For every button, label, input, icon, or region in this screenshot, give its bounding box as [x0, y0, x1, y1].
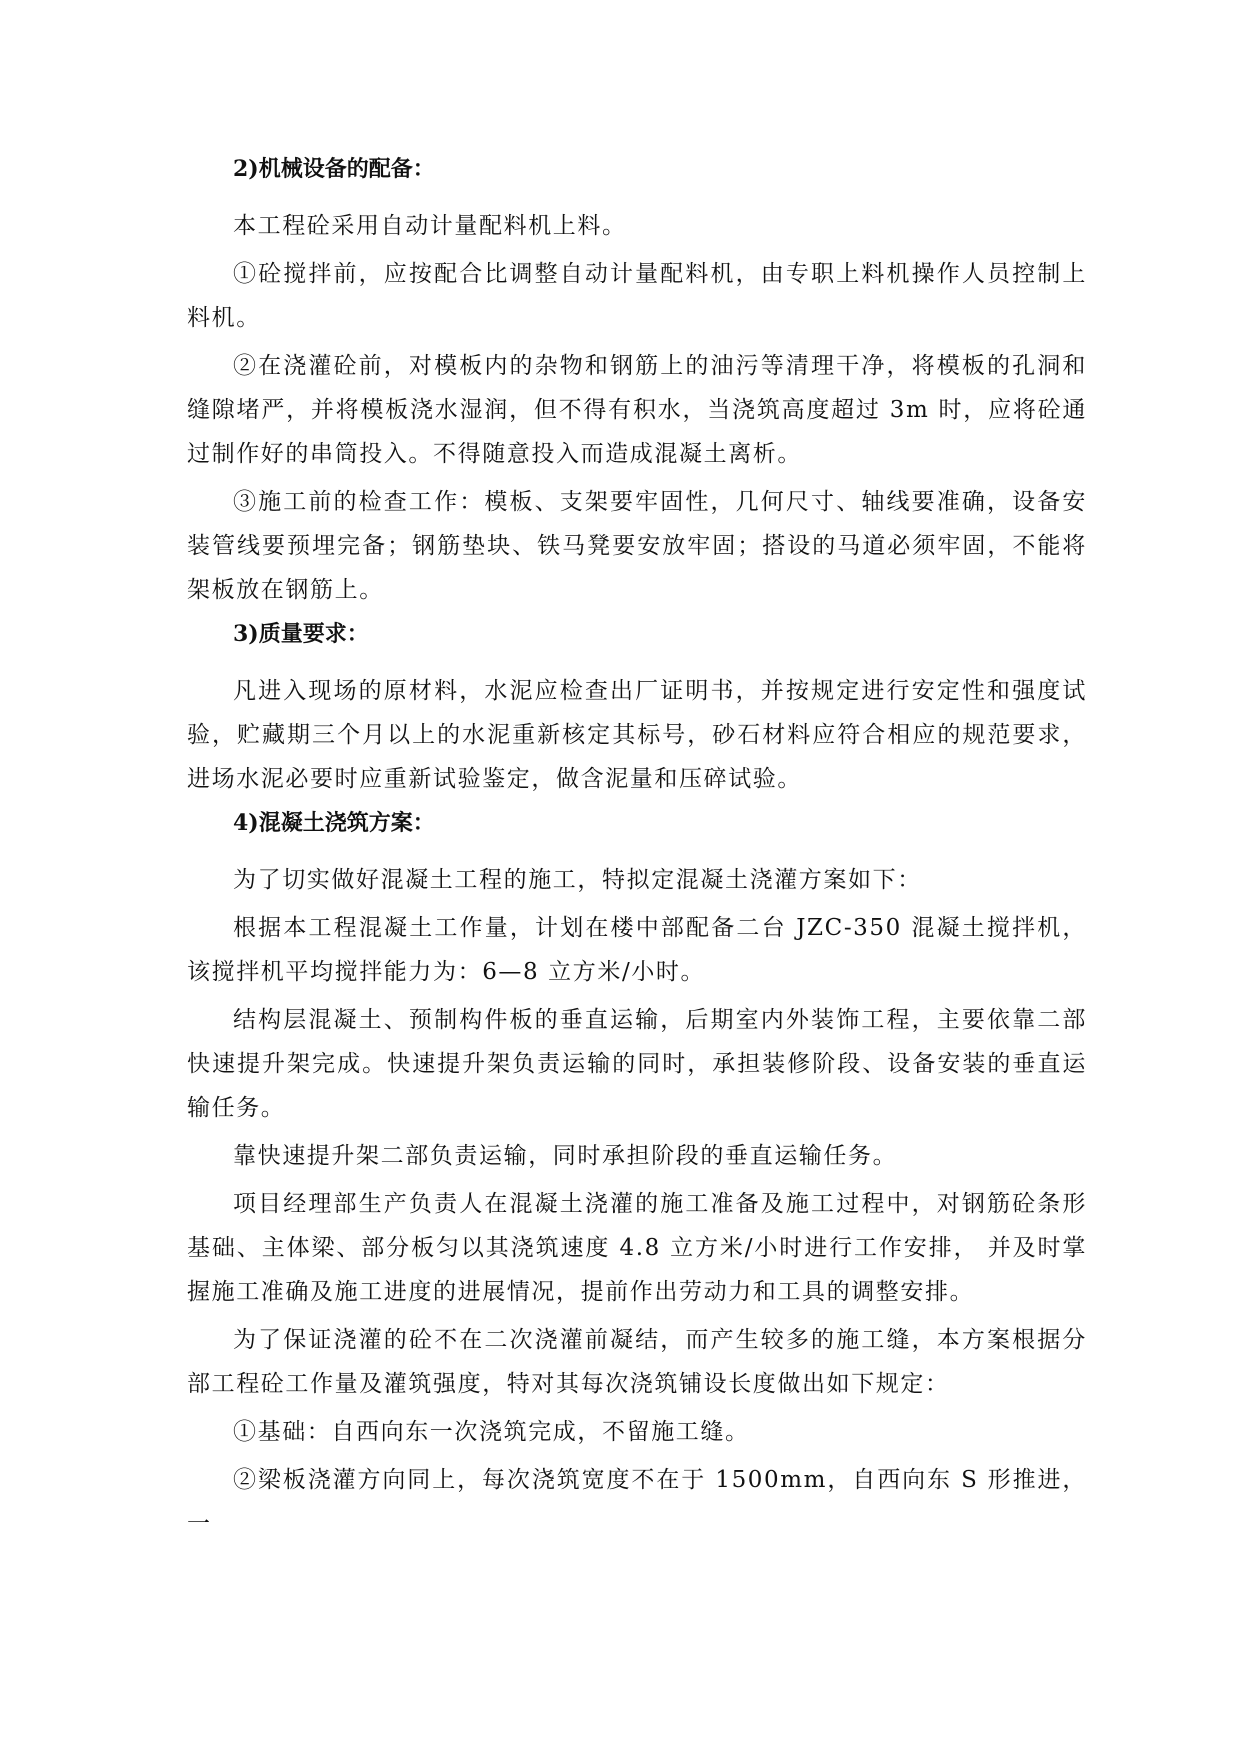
- paragraph: ②在浇灌砼前，对模板内的杂物和钢筋上的油污等清理干净，将模板的孔洞和缝隙堵严，并将模板浇水湿润，但不得有积水，当浇筑高度超过 3m 时，应将砼通过制作好的串筒投入。不得随意投入而造成混凝土离析。: [187, 353, 1087, 467]
- paragraph: 结构层混凝土、预制构件板的垂直运输，后期室内外装饰工程，主要依靠二部快速提升架完成。快速提升架负责运输的同时，承担装修阶段、设备安装的垂直运输任务。: [187, 1007, 1087, 1121]
- paragraph: 靠快速提升架二部负责运输，同时承担阶段的垂直运输任务。: [233, 1143, 898, 1169]
- section-heading-quality: 3)质量要求：: [233, 621, 369, 647]
- paragraph: 根据本工程混凝土工作量，计划在楼中部配备二台 JZC-350 混凝土搅拌机，该搅拌机平均搅拌能力为：6—8 立方米/小时。: [187, 915, 1087, 985]
- paragraph: ①基础：自西向东一次浇筑完成，不留施工缝。: [233, 1419, 750, 1445]
- paragraph: 为了切实做好混凝土工程的施工，特拟定混凝土浇灌方案如下：: [233, 867, 922, 893]
- paragraph: 项目经理部生产负责人在混凝土浇灌的施工准备及施工过程中，对钢筋砼条形基础、主体梁、部分板匀以其浇筑速度 4.8 立方米/小时进行工作安排， 并及时掌握施工准确及施工进度的进展情况，提前作出劳动力和工具的调整安排。: [187, 1191, 1087, 1305]
- paragraph: 为了保证浇灌的砼不在二次浇灌前凝结，而产生较多的施工缝，本方案根据分部工程砼工作量及灌筑强度，特对其每次浇筑铺设长度做出如下规定：: [187, 1327, 1087, 1397]
- paragraph: 凡进入现场的原材料，水泥应检查出厂证明书，并按规定进行安定性和强度试验，贮藏期三个月以上的水泥重新核定其标号，砂石材料应符合相应的规范要求，进场水泥必要时应重新试验鉴定，做含泥量和压碎试验。: [187, 678, 1087, 792]
- paragraph: ①砼搅拌前，应按配合比调整自动计量配料机，由专职上料机操作人员控制上料机。: [187, 261, 1087, 331]
- section-heading-equipment: 2)机械设备的配备：: [233, 156, 435, 182]
- paragraph: 本工程砼采用自动计量配料机上料。: [233, 213, 627, 239]
- paragraph: ③施工前的检查工作：模板、支架要牢固性，几何尺寸、轴线要准确，设备安装管线要预埋完备；钢筋垫块、铁马凳要安放牢固；搭设的马道必须牢固，不能将架板放在钢筋上。: [187, 489, 1087, 603]
- section-heading-pouring-plan: 4)混凝土浇筑方案：: [233, 810, 435, 836]
- paragraph: ②梁板浇灌方向同上，每次浇筑宽度不在于 1500mm，自西向东 S 形推进，一: [187, 1467, 1087, 1537]
- document-page: [187, 155, 1087, 1546]
